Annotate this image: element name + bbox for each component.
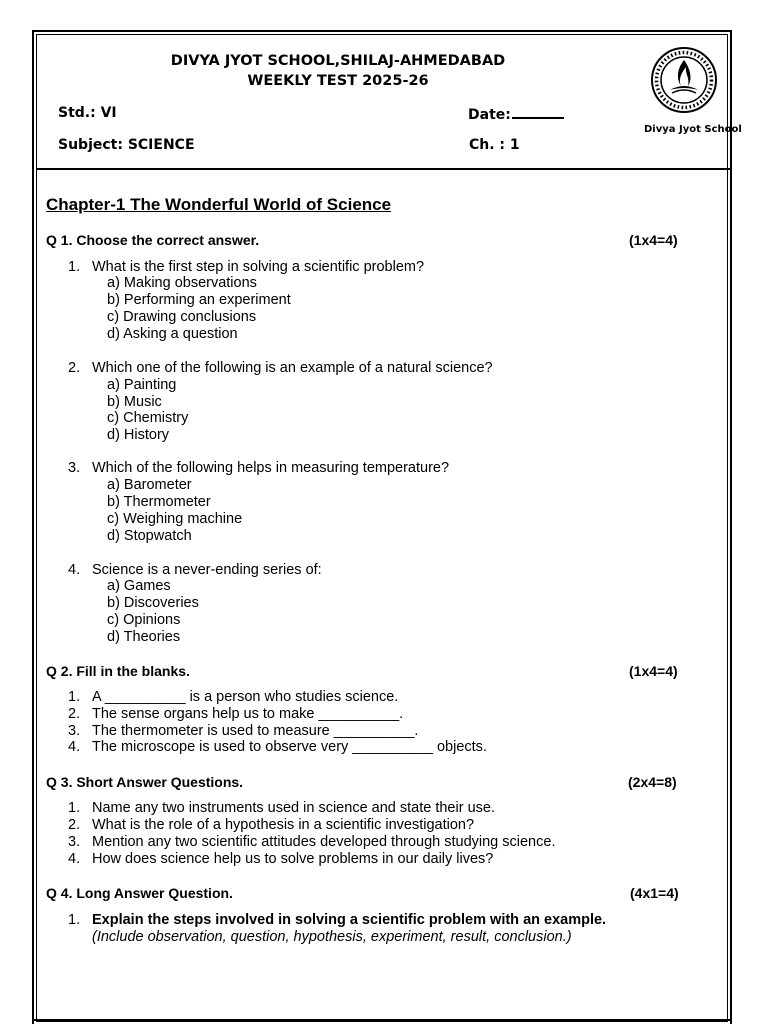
q4-heading: Q 4. Long Answer Question. <box>46 885 233 901</box>
option: a) Painting <box>107 377 177 393</box>
std-label: Std.: VI <box>58 105 117 121</box>
option: a) Games <box>107 578 171 594</box>
option: c) Chemistry <box>107 410 189 426</box>
option: a) Making observations <box>107 275 257 291</box>
item-number: 3. <box>68 460 81 476</box>
option: b) Music <box>107 394 162 410</box>
school-emblem-flame-icon <box>650 46 718 114</box>
question-text: Which one of the following is an example of a natural science? <box>92 360 493 376</box>
short-answer-question: Name any two instruments used in science and state their use. <box>92 800 495 816</box>
blank-question: The microscope is used to observe very __________ objects. <box>92 739 487 755</box>
long-answer-question: Explain the steps involved in solving a scientific problem with an example. <box>92 912 607 928</box>
option: b) Thermometer <box>107 494 211 510</box>
option: c) Weighing machine <box>107 511 243 527</box>
q3-marks: (2x4=8) <box>628 774 677 790</box>
option: c) Drawing conclusions <box>107 309 257 325</box>
item-number: 4. <box>68 562 81 578</box>
header-divider <box>36 168 732 170</box>
short-answer-question: Mention any two scientific attitudes developed through studying science. <box>92 834 556 850</box>
short-answer-question: How does science help us to solve problems in our daily lives? <box>92 851 494 867</box>
q2-heading: Q 2. Fill in the blanks. <box>46 663 190 679</box>
question-text: Which of the following helps in measuring temperature? <box>92 460 450 476</box>
blank-question: The thermometer is used to measure __________. <box>92 723 419 739</box>
option: d) Theories <box>107 629 181 645</box>
item-number: 2. <box>68 706 81 722</box>
item-number: 2. <box>68 360 81 376</box>
q1-marks: (1x4=4) <box>629 232 678 248</box>
test-name: WEEKLY TEST 2025-26 <box>247 73 429 89</box>
item-number: 4. <box>68 739 81 755</box>
option: b) Performing an experiment <box>107 292 291 308</box>
q3-heading: Q 3. Short Answer Questions. <box>46 774 244 790</box>
question-text: What is the first step in solving a scientific problem? <box>92 259 425 275</box>
item-number: 1. <box>68 259 81 275</box>
date-label: Date: <box>468 107 511 123</box>
item-number: 3. <box>68 723 81 739</box>
short-answer-question: What is the role of a hypothesis in a scientific investigation? <box>92 817 475 833</box>
option: c) Opinions <box>107 612 181 628</box>
long-answer-hint: (Include observation, question, hypothesis, experiment, result, conclusion.) <box>92 929 572 945</box>
item-number: 1. <box>68 800 81 816</box>
chapter-number-label: Ch. : 1 <box>469 137 520 153</box>
blank-question: The sense organs help us to make __________. <box>92 706 404 722</box>
blank-question: A __________ is a person who studies science. <box>92 689 399 705</box>
option: d) Asking a question <box>107 326 238 342</box>
item-number: 2. <box>68 817 81 833</box>
subject-label: Subject: SCIENCE <box>58 137 195 153</box>
item-number: 3. <box>68 834 81 850</box>
item-number: 4. <box>68 851 81 867</box>
option: d) History <box>107 427 170 443</box>
q2-marks: (1x4=4) <box>629 663 678 679</box>
question-text: Science is a never-ending series of: <box>92 562 322 578</box>
date-field <box>468 105 564 123</box>
q1-heading: Q 1. Choose the correct answer. <box>46 232 260 248</box>
date-blank <box>512 105 564 119</box>
chapter-title: Chapter-1 The Wonderful World of Science <box>46 195 392 214</box>
q4-marks: (4x1=4) <box>630 885 679 901</box>
option: b) Discoveries <box>107 595 199 611</box>
logo-caption: Divya Jyot School <box>644 124 742 135</box>
item-number: 1. <box>68 912 81 928</box>
item-number: 1. <box>68 689 81 705</box>
option: a) Barometer <box>107 477 192 493</box>
option: d) Stopwatch <box>107 528 192 544</box>
page-border-bottom <box>32 1019 732 1021</box>
school-name: DIVYA JYOT SCHOOL,SHILAJ-AHMEDABAD <box>170 53 506 69</box>
